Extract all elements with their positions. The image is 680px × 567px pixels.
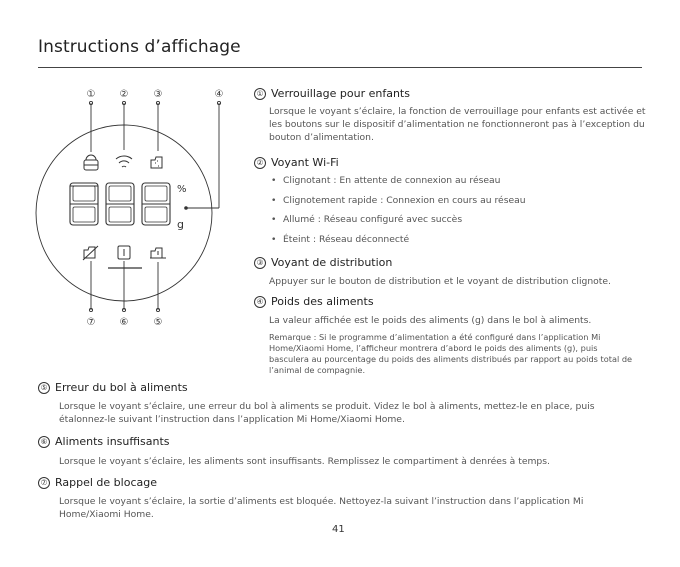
section-heading: Poids des aliments <box>271 295 374 308</box>
section-food-weight <box>254 295 646 376</box>
callout-2: ② <box>119 89 129 100</box>
section-number: ② <box>254 157 266 169</box>
callout-7: ⑦ <box>86 317 96 328</box>
section-body: Appuyer sur le bouton de distribution et le voyant de distribution clignote. <box>269 276 611 287</box>
section-bowl-error <box>38 381 644 426</box>
section-heading: Voyant de distribution <box>271 256 393 269</box>
section-number: ⑦ <box>38 477 50 489</box>
section-heading: Verrouillage pour enfants <box>271 87 410 100</box>
percent-unit: % <box>177 184 187 195</box>
section-dispense <box>254 256 646 288</box>
section-number: ④ <box>254 296 266 308</box>
list-item: • Clignotant : En attente de connexion au réseau <box>271 175 501 186</box>
section-body: Lorsque le voyant s’éclaire, les aliments sont insuffisants. Remplissez le compartiment à denrées à temps. <box>59 456 550 467</box>
section-body: Lorsque le voyant s’éclaire, la sortie d’aliments est bloquée. Nettoyez-la suivant l’instruction dans l’application Mi Home/Xiaomi Home. <box>59 496 584 520</box>
list-item: • Allumé : Réseau configuré avec succès <box>271 214 463 225</box>
callout-4: ④ <box>214 89 224 100</box>
food-low-icon <box>118 246 130 259</box>
section-heading: Rappel de blocage <box>55 476 157 489</box>
page-number: 41 <box>332 524 345 535</box>
section-number: ③ <box>254 257 266 269</box>
section-heading: Erreur du bol à aliments <box>55 381 188 394</box>
list-item: • Clignotement rapide : Connexion en cours au réseau <box>271 194 526 206</box>
section-body: Lorsque le voyant s’éclaire, la fonction de verrouillage pour enfants est activée et les boutons sur le dispositif d’alimentation ne fonctionneront pas à l’exception du bouton d’alimentation. <box>269 106 646 143</box>
callout-6: ⑥ <box>119 317 129 328</box>
section-food-low <box>38 435 644 468</box>
section-heading: Aliments insuffisants <box>55 435 170 448</box>
blocked-icon <box>83 246 98 260</box>
section-number: ① <box>254 88 266 100</box>
callout-1: ① <box>86 89 96 100</box>
section-wifi <box>254 156 646 249</box>
dispense-icon <box>151 157 162 168</box>
section-note: Remarque : Si le programme d’alimentation a été configuré dans l’application Mi Home/Xiaomi Home, l’afficheur montrera d’abord le poids des aliments (g), puis basculera au pourcentage du poids des aliments distribués par rapport au poids total de l’animal de compagnie. <box>269 332 633 375</box>
list-item: • Éteint : Réseau déconnecté <box>271 233 410 245</box>
section-body: La valeur affichée est le poids des aliments (g) dans le bol à aliments. <box>269 315 592 326</box>
callout-5: ⑤ <box>153 317 163 328</box>
section-blockage <box>38 476 644 521</box>
section-child-lock <box>254 87 646 144</box>
callout-3: ③ <box>153 89 163 100</box>
page-title: Instructions d’affichage <box>38 37 241 57</box>
bowl-error-icon <box>150 248 166 258</box>
weight-digits <box>70 183 170 225</box>
section-body: Lorsque le voyant s’éclaire, une erreur du bol à aliments se produit. Videz le bol à aliments, mettez-le en place, puis étalonnez-le suivant l’instruction dans l’application Mi Home/Xiaomi Home. <box>59 401 595 425</box>
section-number: ⑤ <box>38 382 50 394</box>
child-lock-icon <box>84 155 98 170</box>
wifi-icon <box>116 156 132 167</box>
grams-unit: g <box>177 218 184 231</box>
section-heading: Voyant Wi-Fi <box>271 156 339 169</box>
section-number: ⑥ <box>38 436 50 448</box>
